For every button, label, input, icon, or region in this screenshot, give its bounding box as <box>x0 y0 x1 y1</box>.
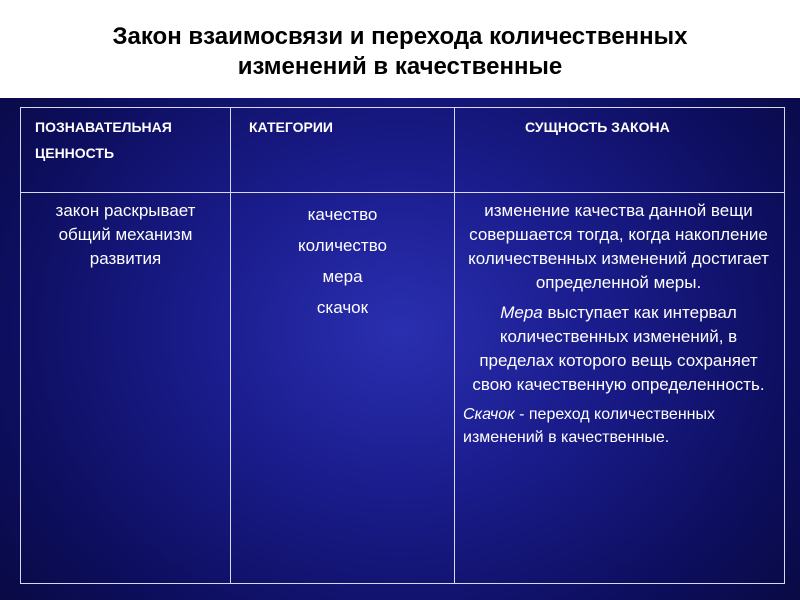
essence-paragraph-3 <box>463 403 774 449</box>
category-item: количество <box>297 236 388 255</box>
essence-paragraph-2 <box>463 301 774 397</box>
term-measure: Мера <box>500 303 543 322</box>
cell-law-essence <box>455 193 785 584</box>
table-header-row <box>21 108 785 193</box>
essence-paragraph-2-text: выступает как интервал количественных изменений, в пределах которого вещь сохраняет свою качественную определенность. <box>472 303 765 394</box>
header-law-essence: СУЩНОСТЬ ЗАКОНА <box>455 108 785 193</box>
category-item: скачок <box>316 298 369 317</box>
term-leap: Скачок <box>463 406 515 423</box>
category-item: мера <box>322 267 363 286</box>
title-line-1: Закон взаимосвязи и перехода количественных <box>112 23 688 50</box>
law-table <box>20 107 785 584</box>
essence-paragraph-1: изменение качества данной вещи совершается тогда, когда накопление количественных изменений достигает определенной меры. <box>468 201 769 292</box>
header-categories: КАТЕГОРИИ <box>231 108 455 193</box>
category-item: качество <box>307 205 378 224</box>
header-cognitive-value <box>21 108 231 193</box>
table-row <box>21 193 785 584</box>
slide-title <box>0 22 800 82</box>
essence-paragraph-3-text: - переход количественных изменений в качественные. <box>463 406 715 446</box>
header-cognitive-value-line-1: ПОЗНАВАТЕЛЬНАЯ <box>35 119 172 135</box>
header-cognitive-value-line-2: ЦЕННОСТЬ <box>35 145 115 161</box>
cell-categories <box>231 193 455 584</box>
cell-cognitive-value: закон раскрывает общий механизм развития <box>21 193 231 584</box>
title-line-2: изменений в качественные <box>237 53 563 80</box>
